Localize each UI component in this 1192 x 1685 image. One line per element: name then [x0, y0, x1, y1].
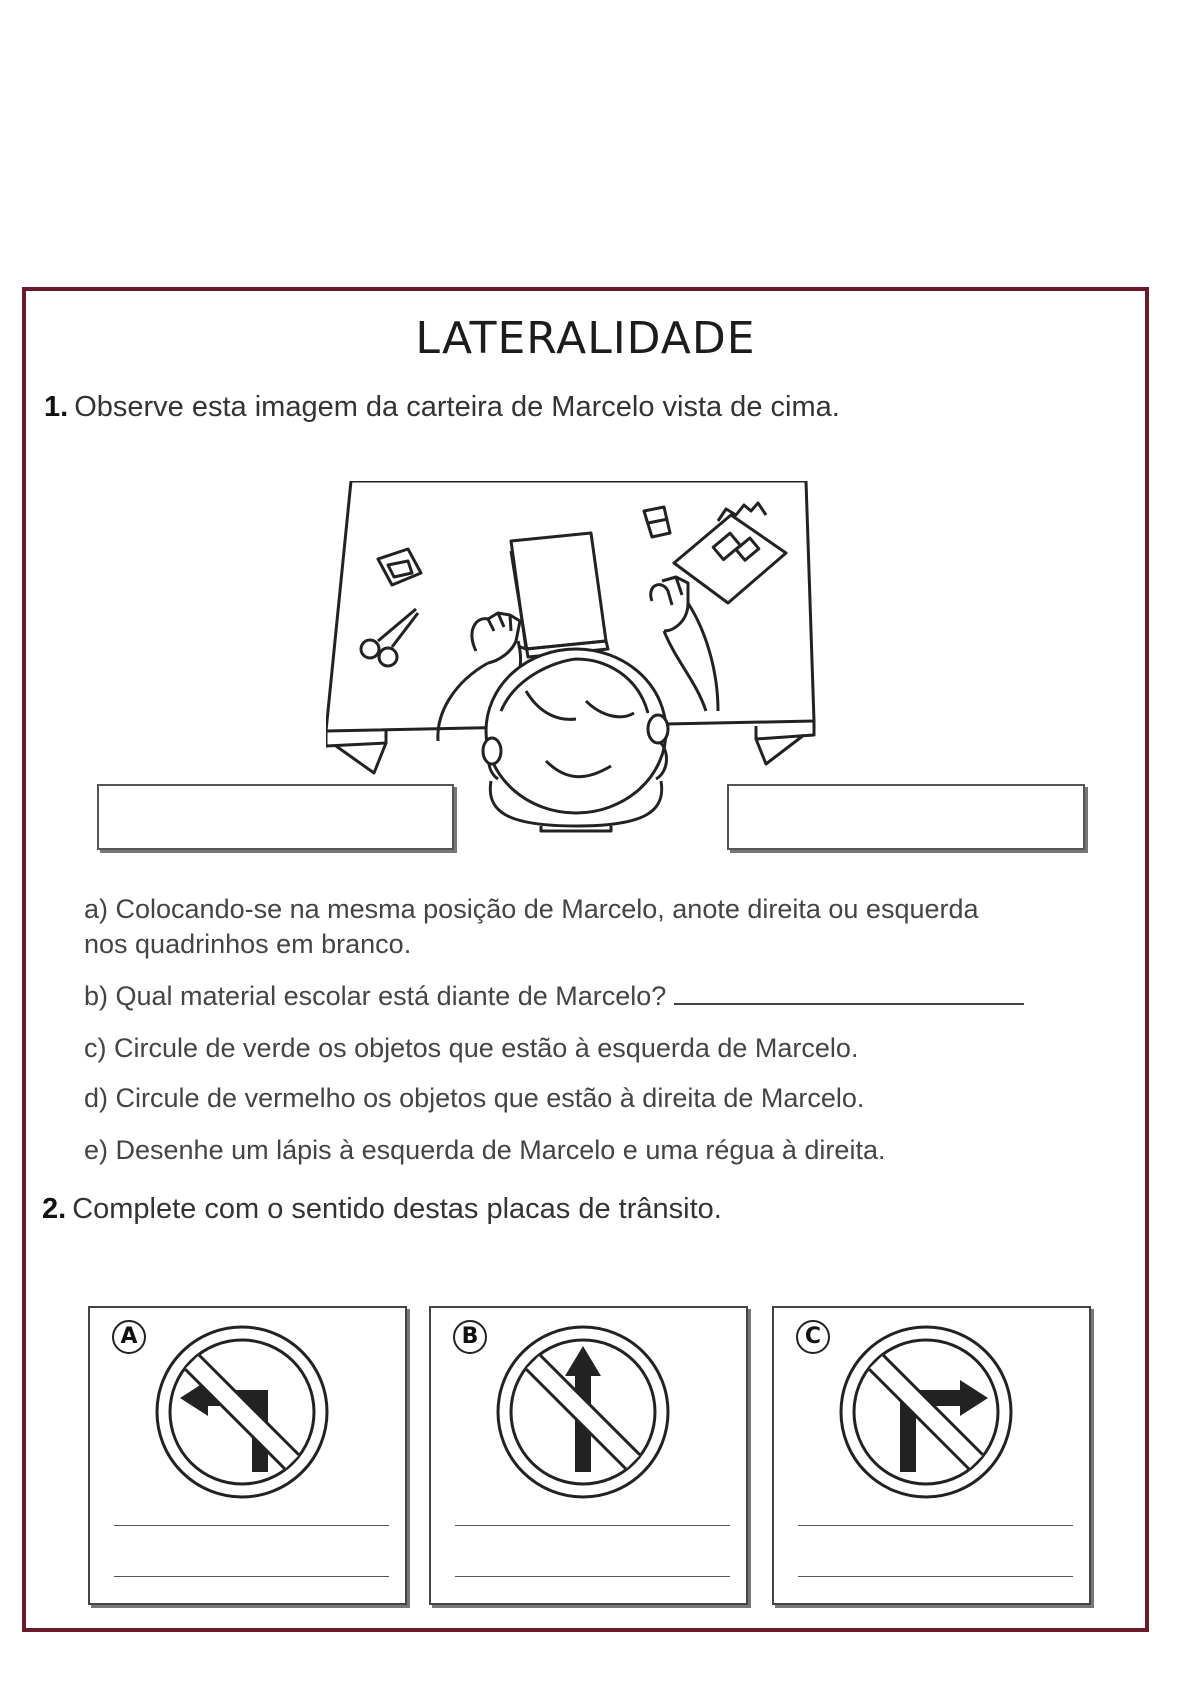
item-e: e) Desenhe um lápis à esquerda de Marcelo e uma régua à direita. — [84, 1135, 886, 1165]
item-b-text: b) Qual material escolar está diante de Marcelo? — [84, 981, 667, 1011]
question-2-text: Complete com o sentido destas placas de trânsito. — [72, 1193, 722, 1225]
item-d: d) Circule de vermelho os objetos que estão à direita de Marcelo. — [84, 1083, 865, 1113]
question-1-text: Observe esta imagem da carteira de Marcelo vista de cima. — [74, 391, 840, 423]
question-1-number: 1. — [44, 391, 69, 423]
sign-a-answer-line-1[interactable] — [114, 1525, 389, 1526]
left-answer-box[interactable] — [97, 784, 454, 850]
sign-a-answer-line-2[interactable] — [114, 1576, 389, 1577]
question-2 — [42, 1193, 722, 1226]
page-title: LATERALIDADE — [415, 313, 756, 364]
sign-letter-a: A — [112, 1320, 146, 1354]
item-b — [84, 979, 1024, 1014]
item-a-line-1: a) Colocando-se na mesma posição de Marcelo, anote direita ou esquerda — [84, 894, 979, 924]
sign-card-b — [429, 1306, 748, 1605]
worksheet-frame — [22, 287, 1149, 1632]
question-2-number: 2. — [42, 1193, 67, 1225]
right-answer-box[interactable] — [727, 784, 1085, 850]
sign-letter-c: C — [796, 1320, 830, 1354]
no-left-turn-icon — [152, 1322, 332, 1502]
sign-b-answer-line-2[interactable] — [455, 1576, 730, 1577]
question-1 — [44, 391, 840, 424]
sign-c-answer-line-1[interactable] — [798, 1525, 1073, 1526]
no-straight-ahead-icon — [493, 1322, 673, 1502]
item-b-answer-line[interactable] — [674, 983, 1024, 1005]
sign-letter-b: B — [453, 1320, 487, 1354]
item-c: c) Circule de verde os objetos que estão à esquerda de Marcelo. — [84, 1033, 859, 1063]
sign-b-answer-line-1[interactable] — [455, 1525, 730, 1526]
no-right-turn-icon — [836, 1322, 1016, 1502]
item-a-line-2: nos quadrinhos em branco. — [84, 929, 412, 959]
sign-card-c — [772, 1306, 1091, 1605]
sign-c-answer-line-2[interactable] — [798, 1576, 1073, 1577]
sign-card-a — [88, 1306, 407, 1605]
